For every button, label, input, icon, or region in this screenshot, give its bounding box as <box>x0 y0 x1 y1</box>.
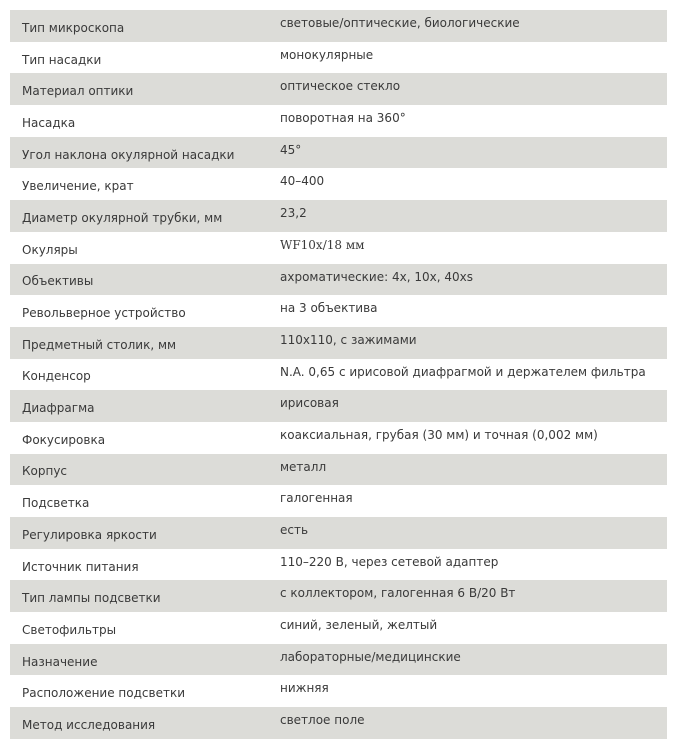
spec-value: ахроматические: 4x, 10x, 40xs <box>265 264 667 296</box>
spec-value: оптическое стекло <box>265 73 667 105</box>
specifications-table <box>10 10 667 739</box>
spec-name: Окуляры <box>10 232 265 264</box>
spec-name: Насадка <box>10 105 265 137</box>
spec-name: Подсветка <box>10 485 265 517</box>
spec-value: лабораторные/медицинские <box>265 644 667 676</box>
spec-name: Диафрагма <box>10 390 265 422</box>
spec-name: Расположение подсветки <box>10 675 265 707</box>
spec-row <box>10 422 667 454</box>
spec-value: синий, зеленый, желтый <box>265 612 667 644</box>
spec-name: Объективы <box>10 264 265 296</box>
spec-row <box>10 105 667 137</box>
spec-value: 110x110, с зажимами <box>265 327 667 359</box>
spec-value: металл <box>265 454 667 486</box>
spec-row <box>10 232 667 264</box>
spec-row <box>10 454 667 486</box>
spec-row <box>10 390 667 422</box>
spec-value: 45° <box>265 137 667 169</box>
spec-value: 23,2 <box>265 200 667 232</box>
spec-name: Корпус <box>10 454 265 486</box>
spec-value: N.A. 0,65 с ирисовой диафрагмой и держателем фильтра <box>265 359 667 391</box>
spec-value: ирисовая <box>265 390 667 422</box>
spec-value: 110–220 В, через сетевой адаптер <box>265 549 667 581</box>
spec-name: Тип микроскопа <box>10 10 265 42</box>
spec-value: WF10x/18 мм <box>265 232 667 264</box>
spec-row <box>10 137 667 169</box>
spec-name: Предметный столик, мм <box>10 327 265 359</box>
spec-row <box>10 73 667 105</box>
spec-name: Тип лампы подсветки <box>10 580 265 612</box>
spec-name: Назначение <box>10 644 265 676</box>
spec-name: Диаметр окулярной трубки, мм <box>10 200 265 232</box>
spec-row <box>10 200 667 232</box>
spec-row <box>10 42 667 74</box>
spec-row <box>10 10 667 42</box>
spec-value: с коллектором, галогенная 6 В/20 Вт <box>265 580 667 612</box>
spec-row <box>10 549 667 581</box>
spec-name: Фокусировка <box>10 422 265 454</box>
spec-name: Револьверное устройство <box>10 295 265 327</box>
spec-value: есть <box>265 517 667 549</box>
spec-row <box>10 612 667 644</box>
spec-value: светлое поле <box>265 707 667 739</box>
spec-row <box>10 327 667 359</box>
spec-row <box>10 675 667 707</box>
spec-value: коаксиальная, грубая (30 мм) и точная (0,002 мм) <box>265 422 667 454</box>
spec-row <box>10 485 667 517</box>
spec-name: Регулировка яркости <box>10 517 265 549</box>
spec-name: Источник питания <box>10 549 265 581</box>
spec-value: галогенная <box>265 485 667 517</box>
specifications-body <box>10 10 667 739</box>
spec-value: световые/оптические, биологические <box>265 10 667 42</box>
spec-value: нижняя <box>265 675 667 707</box>
spec-value: поворотная на 360° <box>265 105 667 137</box>
spec-row <box>10 580 667 612</box>
spec-value: на 3 объектива <box>265 295 667 327</box>
spec-row <box>10 517 667 549</box>
spec-name: Конденсор <box>10 359 265 391</box>
spec-value: монокулярные <box>265 42 667 74</box>
spec-row <box>10 644 667 676</box>
spec-row <box>10 168 667 200</box>
spec-name: Светофильтры <box>10 612 265 644</box>
spec-row <box>10 707 667 739</box>
spec-row <box>10 264 667 296</box>
spec-name: Материал оптики <box>10 73 265 105</box>
spec-row <box>10 295 667 327</box>
spec-name: Тип насадки <box>10 42 265 74</box>
spec-name: Увеличение, крат <box>10 168 265 200</box>
spec-name: Метод исследования <box>10 707 265 739</box>
spec-row <box>10 359 667 391</box>
spec-name: Угол наклона окулярной насадки <box>10 137 265 169</box>
spec-value: 40–400 <box>265 168 667 200</box>
